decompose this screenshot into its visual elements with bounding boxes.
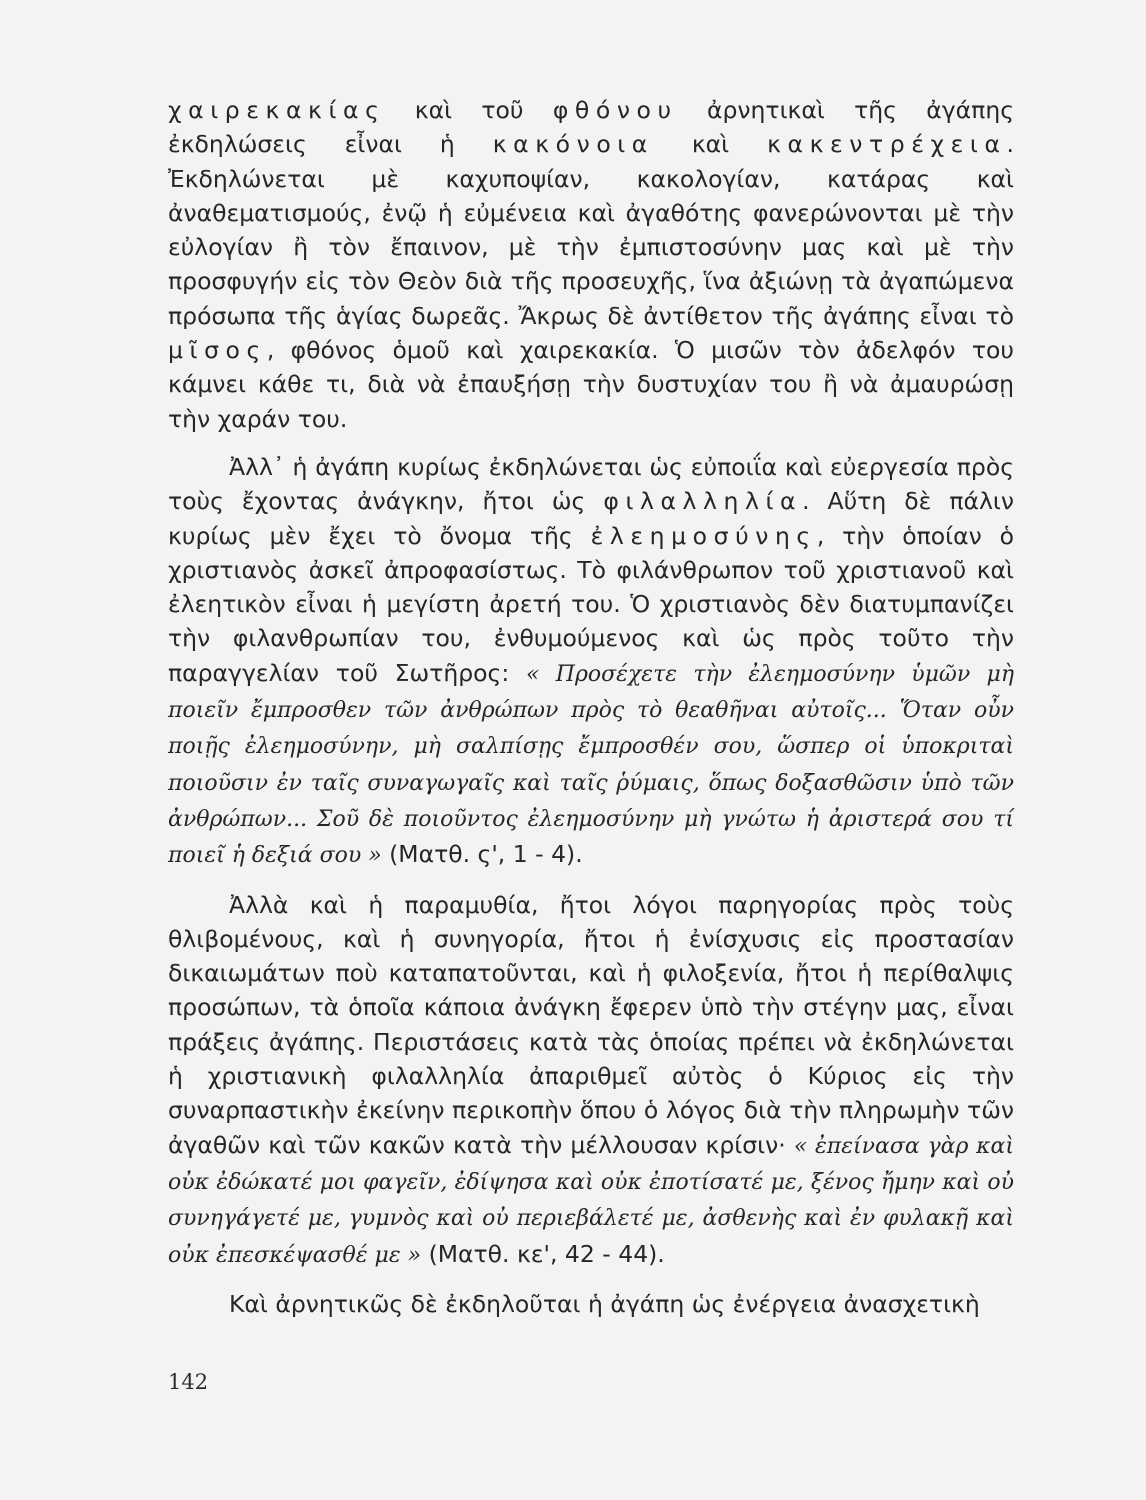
text-run: . Αὕτη δὲ πάλιν κυρίως μὲν ἔχει τὸ ὄνομα τῆς bbox=[168, 487, 1014, 550]
page-number: 142 bbox=[168, 1370, 209, 1394]
scripture-quote: « ἐπείνασα γὰρ καὶ οὐκ ἐδώκατέ μοι φαγεῖν, ἐδίψησα καὶ οὐκ ἐποτίσατέ με, ξένος ἤμην καὶ οὐ συνηγάγετέ με, γυμνὸς καὶ οὐ περιεβάλετέ με, ἀσθενὴς καὶ ἐν φυλακῇ καὶ οὐκ ἐπεσκέψασθέ με » bbox=[168, 1133, 1014, 1268]
spaced-word: χαιρεκακίας bbox=[168, 96, 386, 124]
spaced-word: ἐλεημοσύνης bbox=[590, 521, 817, 550]
text-run: ἀρνητικαὶ τῆς ἀγάπης ἐκδηλώσεις εἶναι ἡ bbox=[168, 96, 1015, 159]
paragraph bbox=[168, 93, 1014, 436]
text-run: καὶ bbox=[653, 130, 768, 159]
citation: (Ματθ. κε', 42 - 44). bbox=[421, 1239, 665, 1268]
paragraph bbox=[168, 450, 1014, 874]
body-text bbox=[168, 93, 1014, 1321]
text-run: Καὶ ἀρνητικῶς δὲ ἐκδηλοῦται ἡ ἀγάπη ὡς ἐνέργεια ἀνασχετικὴ bbox=[229, 1289, 980, 1318]
scripture-quote: « Προσέχετε τὴν ἐλεημοσύνην ὑμῶν μὴ ποιεῖν ἔμπροσθεν τῶν ἀνθρώπων πρὸς τὸ θεαθῆναι αὐτοῖς... Ὅταν οὖν ποιῇς ἐλεημοσύνην, μὴ σαλπίσῃς ἔμπροσθέν σου, ὥσπερ οἱ ὑποκριταὶ ποιοῦσιν ἐν ταῖς συναγωγαῖς καὶ ταῖς ῥύμαις, ὅπως δοξασθῶσιν ὑπὸ τῶν ἀνθρώπων... Σοῦ δὲ ποιοῦντος ἐλεημοσύνην μὴ γνώτω ἡ ἀριστερά σου τί ποιεῖ ἡ δεξιά σου » bbox=[168, 661, 1015, 869]
citation: (Ματθ. ς', 1 - 4). bbox=[381, 840, 583, 869]
text-run: Ἀλλ᾽ ἡ ἀγάπη κυρίως ἐκδηλώνεται ὡς εὐποιΐα καὶ εὐεργεσία πρὸς τοὺς ἔχοντας ἀνάγκην, ἤτοι ὡς bbox=[168, 452, 1014, 516]
paragraph bbox=[168, 1287, 1014, 1321]
text-run: Ἀλλὰ καὶ ἡ παραμυθία, ἤτοι λόγοι παρηγορίας πρὸς τοὺς θλιβομένους, καὶ ἡ συνηγορία, ἤτοι ἡ ἐνίσχυσις εἰς προστασίαν δικαιωμάτων ποὺ καταπατοῦνται, καὶ ἡ φιλοξενία, ἤτοι ἡ περίθαλψις προσώπων, τὰ ὁποῖα κάποια ἀνάγκη ἔφερεν ὑπὸ τὴν στέγην μας, εἶναι πράξεις ἀγάπης. Περιστάσεις κατὰ τὰς ὁποίας πρέπει νὰ ἐκδηλώνεται ἡ χριστιανικὴ φιλαλληλία ἀπαριθμεῖ αὐτὸς ὁ Κύριος εἰς τὴν συναρπαστικὴν ἐκείνην περικοπὴν ὅπου ὁ λόγος διὰ τὴν πληρωμὴν τῶν ἀγαθῶν καὶ τῶν κακῶν κατὰ τὴν μέλλουσαν κρίσιν· bbox=[168, 890, 1014, 1159]
text-run: καὶ τοῦ bbox=[385, 96, 553, 124]
text-run: . Ἐκδηλώνεται μὲ καχυποψίαν, κακολογίαν, κατάρας καὶ ἀναθεματισμούς, ἐνῷ ἡ εὐμένεια καὶ ἀγαθότης φανερώνονται μὲ τὴν εὐλογίαν ἢ τὸν ἔπαινον, μὲ τὴν ἐμπιστοσύνην μας καὶ μὲ τὴν προσφυγήν εἰς τὸν Θεὸν διὰ τῆς προσευχῆς, ἵνα ἀξιώνῃ τὰ ἀγαπώμενα πρόσωπα τῆς ἁγίας δωρεᾶς. Ἄκρως δὲ ἀντίθετον τῆς ἀγάπης εἶναι τὸ bbox=[168, 130, 1015, 330]
spaced-word: φιλαλληλία bbox=[603, 487, 803, 516]
spaced-word: φθόνου bbox=[552, 96, 678, 124]
spaced-word: μῖσος bbox=[168, 336, 267, 365]
text-run: , τὴν ὁποίαν ὁ χριστιανὸς ἀσκεῖ ἀπροφασίστως. Τὸ φιλάνθρωπον τοῦ χριστιανοῦ καὶ ἐλεητικὸν εἶναι ἡ μεγίστη ἀρετή του. Ὁ χριστιανὸς δὲν διατυμπανίζει τὴν φιλανθρωπίαν του, ἐνθυμούμενος καὶ ὡς πρὸς τοῦτο τὴν παραγγελίαν τοῦ Σωτῆρος: bbox=[168, 521, 1014, 687]
paragraph bbox=[168, 888, 1014, 1273]
spaced-word: κακόνοια bbox=[492, 130, 654, 159]
spaced-word: κακεντρέχεια bbox=[767, 130, 1007, 159]
text-run: , φθόνος ὁμοῦ καὶ χαιρεκακία. Ὁ μισῶν τὸν ἀδελφόν του κάμνει κάθε τι, διὰ νὰ ἐπαυξήσῃ τὴν δυστυχίαν του ἢ νὰ ἀμαυρώσῃ τὴν χαράν του. bbox=[168, 336, 1014, 433]
